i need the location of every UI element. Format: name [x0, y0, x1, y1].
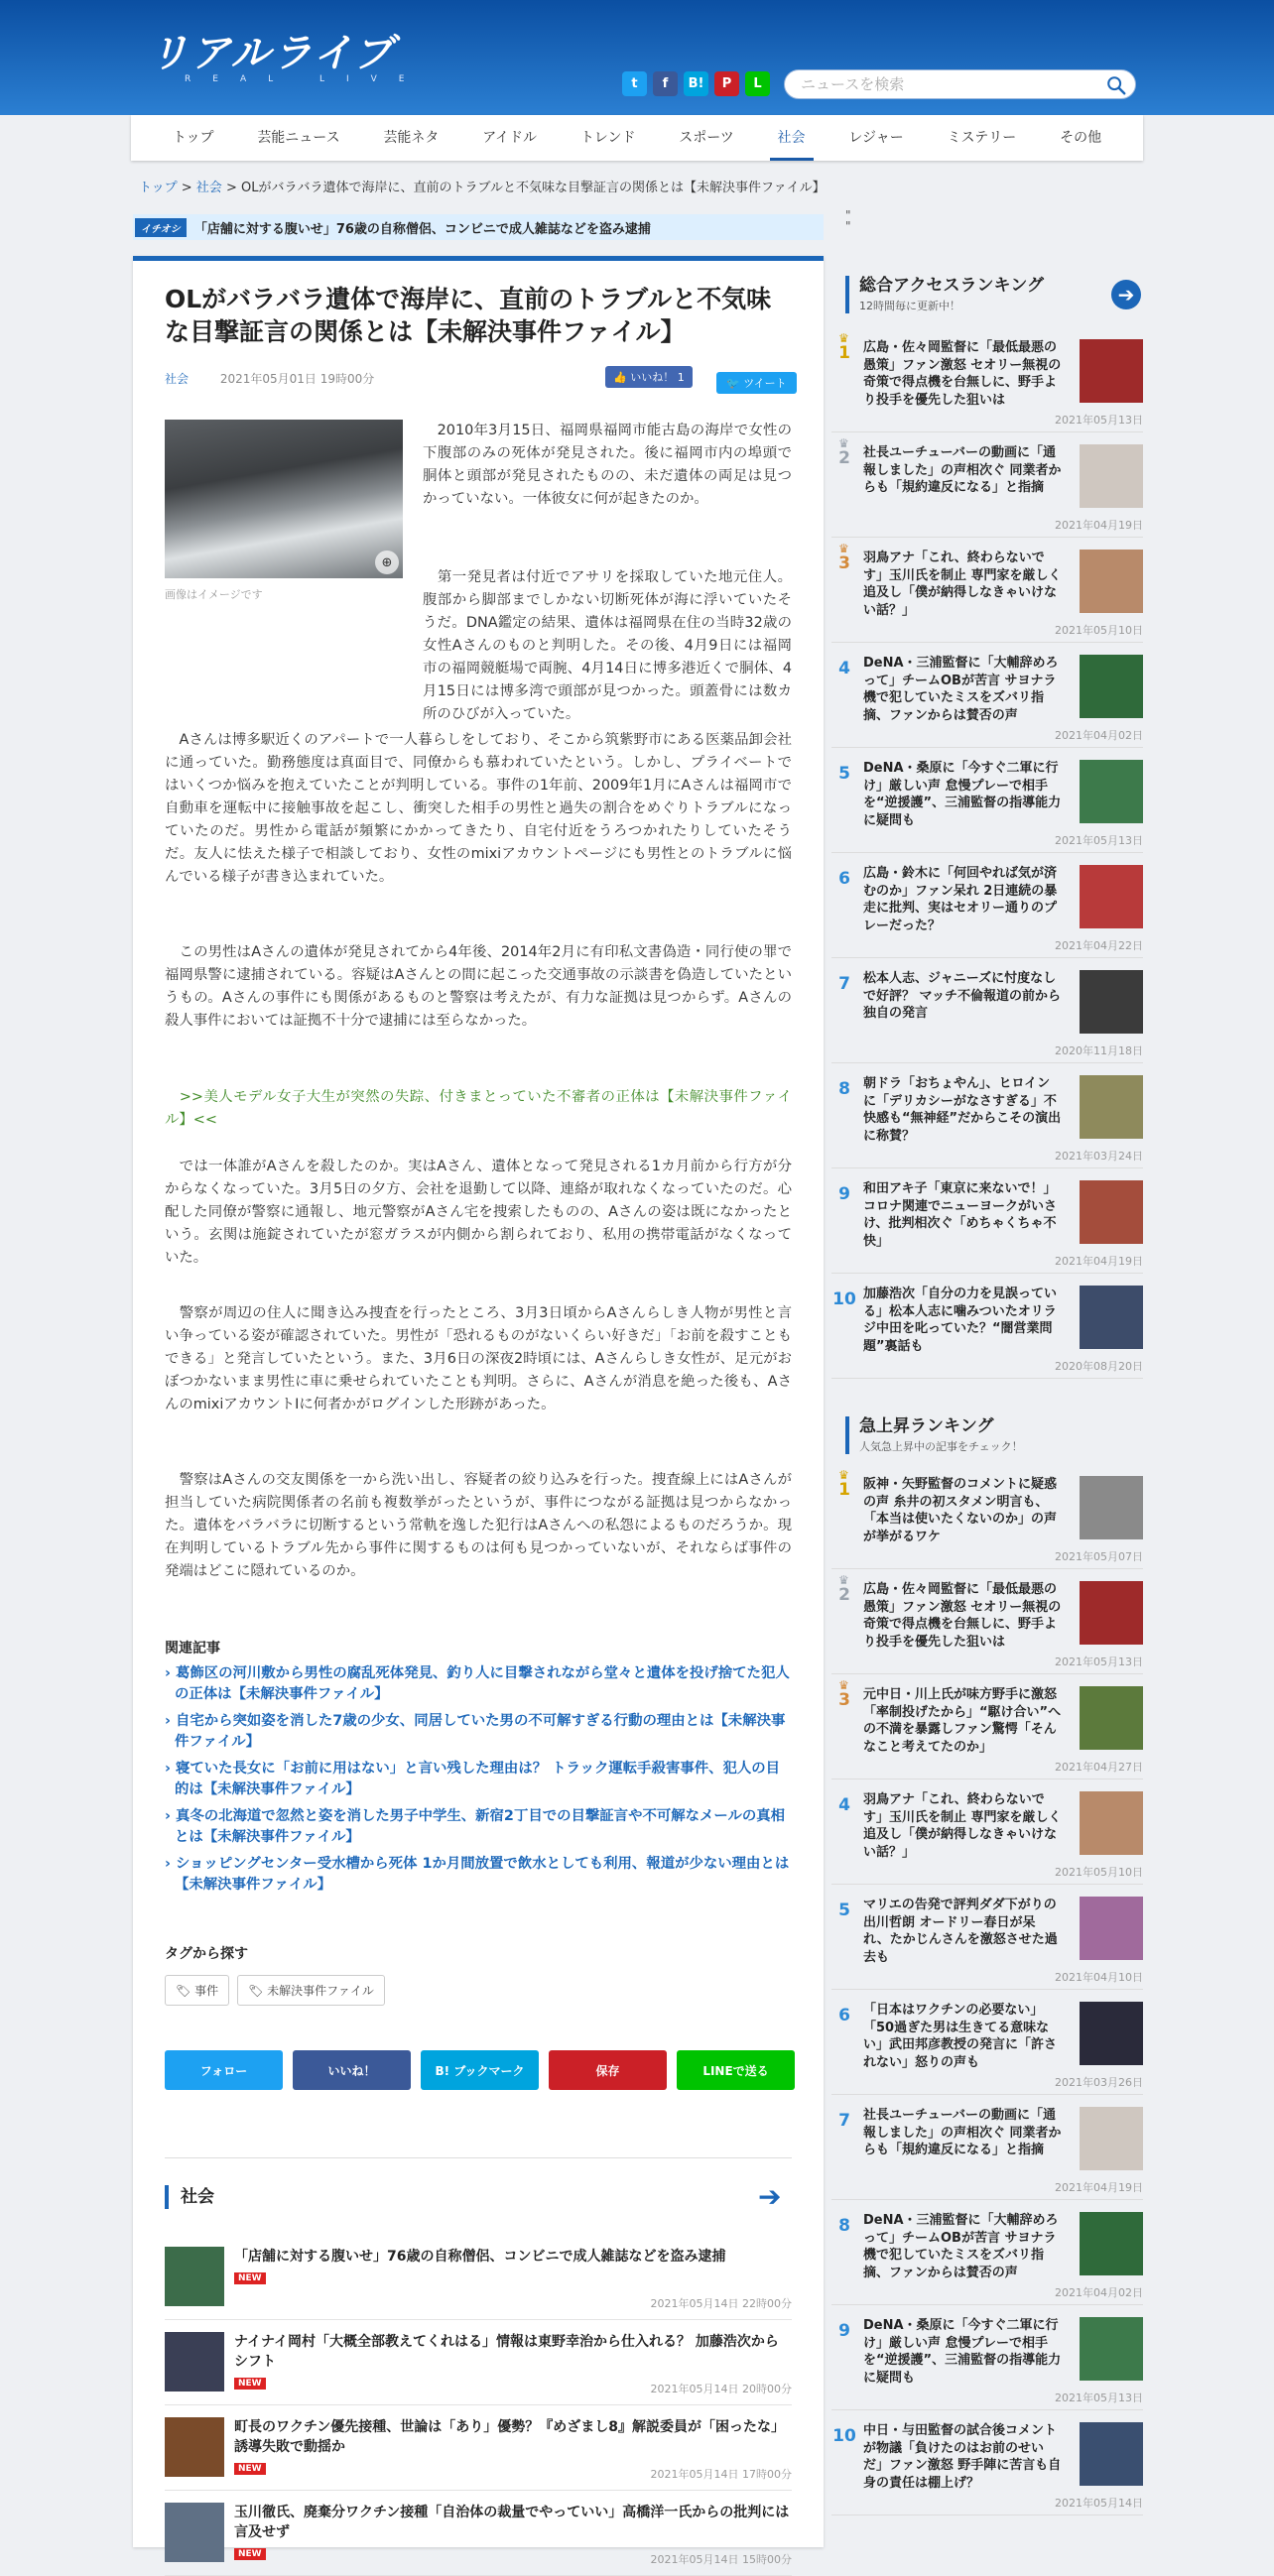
arrow-right-icon[interactable]: ➔: [1111, 280, 1141, 309]
ranking-date: 2020年11月18日: [1055, 1044, 1143, 1057]
related-link[interactable]: › 真冬の北海道で忽然と姿を消した男子中学生、新宿2丁目での目撃証言や不可解なメールの真相とは【未解決事件ファイル】: [165, 1808, 786, 1845]
tag-icon: 🏷: [176, 1984, 195, 1998]
ranking-item[interactable]: [831, 958, 1143, 1063]
thumbnail[interactable]: [1080, 2002, 1143, 2065]
line-icon[interactable]: L: [745, 71, 770, 96]
thumbnail[interactable]: [165, 2332, 224, 2392]
ranking-title[interactable]: DeNA・桑原に「今すぐ二軍に行け」厳しい声 怠慢プレーで相手を“逆援護”、三浦監督の指導能力に疑問も: [863, 761, 1062, 828]
thumbnail[interactable]: [1080, 1075, 1143, 1139]
nav-item[interactable]: トレンド: [579, 130, 636, 146]
thumbnail[interactable]: [1080, 760, 1143, 823]
ranking-date: 2021年04月19日: [1055, 519, 1143, 532]
breadcrumb-separator: >: [221, 181, 241, 195]
ranking-item[interactable]: [831, 1274, 1143, 1379]
ranking-item[interactable]: [831, 2305, 1143, 2410]
list-item[interactable]: [165, 2235, 792, 2320]
thumbnail[interactable]: [1080, 2422, 1143, 2486]
thumbnail[interactable]: [1080, 865, 1143, 928]
ranking-title[interactable]: 中日・与田監督の試合後コメントが物議「負けたのはお前のせいだ」ファン激怒 野手陣に苦言も自身の責任は棚上げ？: [863, 2423, 1062, 2491]
ranking-item[interactable]: [831, 2095, 1143, 2200]
thumbnail[interactable]: [1080, 1897, 1143, 1960]
crown-icon: ♛: [838, 1468, 849, 1482]
tweet-button[interactable]: [716, 372, 797, 394]
rank-number: 2: [838, 1585, 850, 1605]
thumbnail[interactable]: [165, 2247, 224, 2306]
ranking-date: 2021年05月14日: [1055, 2497, 1143, 2510]
ranking-title[interactable]: 広島・佐々岡監督に「最低最悪の愚策」ファン激怒 セオリー無視の奇策で得点機を台無しに、野手より投手を優先した狙いは: [863, 1582, 1062, 1650]
follow-button[interactable]: [293, 2050, 411, 2090]
ranking-title[interactable]: 社長ユーチューバーの動画に「通報しました」の声相次ぐ 同業者からも「規約違反になる」と指摘: [863, 2108, 1062, 2157]
article-paragraph: 2010年3月15日、福岡県福岡市能古島の海岸で女性の下腹部のみの死体が発見された。後に福岡市内の埠頭で胴体と頭部が発見されたものの、未だ遺体の両足は見つかっていない。一体彼女に何が起きたのか。: [423, 423, 792, 507]
article-card: [133, 256, 824, 2566]
follow-label: フォロー: [199, 2063, 248, 2078]
nav-item[interactable]: ミステリー: [947, 130, 1017, 146]
section-heading: 社会: [165, 2185, 214, 2209]
rank-number: 1: [838, 343, 850, 363]
new-badge: NEW: [234, 2378, 266, 2390]
rising-ranking-list: [831, 1464, 1143, 2515]
ranking-date: 2021年04月19日: [1055, 2181, 1143, 2194]
follow-label: 保存: [595, 2063, 620, 2078]
thumbnail[interactable]: [1080, 1476, 1143, 1539]
pickup-ticker[interactable]: [133, 214, 824, 240]
ranking-item[interactable]: [831, 432, 1143, 538]
breadcrumb: [139, 177, 826, 195]
pinterest-icon[interactable]: P: [714, 71, 739, 96]
thumbnail[interactable]: [1080, 2212, 1143, 2275]
thumbs-up-icon: 👍: [613, 371, 627, 384]
divider: [165, 2157, 792, 2158]
rank-number: 4: [838, 659, 850, 678]
thumbnail[interactable]: [1080, 1791, 1143, 1855]
rank-number: 4: [838, 1795, 850, 1815]
search-box: [784, 69, 1136, 99]
search-input[interactable]: [801, 75, 1098, 93]
list-item-date: 2021年05月14日 17時00分: [650, 2468, 792, 2481]
ranking-title[interactable]: 加藤浩次「自分の力を見誤っている」松本人志に噛みついたオリラジ中田を叱っていた？“闇営業問題”裏話も: [863, 1287, 1058, 1354]
ranking-item[interactable]: [831, 1168, 1143, 1274]
ranking-item[interactable]: [831, 1063, 1143, 1168]
ranking-item[interactable]: [831, 853, 1143, 958]
rank-number: 5: [838, 1901, 850, 1920]
thumbnail[interactable]: [165, 2417, 224, 2477]
access-ranking-subtitle: 12時間毎に更新中！: [859, 300, 960, 312]
ranking-title[interactable]: 羽鳥アナ「これ、終わらないです」玉川氏を制止 専門家を厳しく追及し「僕が納得しなきゃいけない話？」: [863, 551, 1062, 618]
ranking-item[interactable]: [831, 327, 1143, 432]
ranking-item[interactable]: [831, 1464, 1143, 1569]
section-article-list: [165, 2235, 792, 2576]
ranking-item[interactable]: [831, 1885, 1143, 1990]
related-link[interactable]: › 自宅から突如姿を消した7歳の少女、同居していた男の不可解すぎる行動の理由とは【未解決事件ファイル】: [165, 1713, 786, 1750]
article-title: OLがバラバラ遺体で海岸に、直前のトラブルと不気味な目撃証言の関係とは【未解決事件ファイル】: [165, 285, 772, 346]
tag-chip[interactable]: [165, 1975, 229, 2006]
breadcrumb-separator: >: [177, 181, 196, 195]
rank-number: 10: [832, 1289, 856, 1309]
article-paragraph: 警察はAさんの交友関係を一から洗い出し、容疑者の絞り込みを行った。捜査線上にはAさんが担当していた病院関係者の名前も複数挙がったというが、事件につながる証拠は見つからなかった。遺体をバラバラに切断するという常軌を逸した犯行はAさんへの私怨によるものだろうか。現在判明しているトラブル先から事件に関するものは何も見つかっていないが、それならば事件の発端はどこに隠れているのか。: [165, 1472, 792, 1579]
list-item-date: 2021年05月14日 20時00分: [650, 2383, 792, 2395]
thumbnail[interactable]: [1080, 2317, 1143, 2381]
ranking-title[interactable]: 元中日・川上氏が味方野手に激怒「率制投げたから」“駆け合い”への不満を暴露しファン驚愕「そんなこと考えてたのか」: [863, 1687, 1062, 1755]
nav-item[interactable]: 芸能ネタ: [383, 130, 440, 146]
access-ranking-heading: [845, 276, 1143, 313]
breadcrumb-home[interactable]: トップ: [139, 181, 178, 195]
tag-icon: 🏷: [248, 1984, 268, 1998]
rank-number: 3: [838, 553, 850, 573]
photo-caption: 画像はイメージです: [165, 588, 263, 601]
ranking-title[interactable]: DeNA・三浦監督に「大輔辞めろって」チームOBが苦言 サヨナラ機で犯していたミスをズバリ指摘、ファンからは賛否の声: [863, 656, 1059, 723]
article-category[interactable]: 社会: [165, 372, 190, 386]
ranking-title[interactable]: 社長ユーチューバーの動画に「通報しました」の声相次ぐ 同業者からも「規約違反になる」と指摘: [863, 445, 1062, 495]
ranking-date: 2021年05月13日: [1055, 1656, 1143, 1668]
rising-ranking-subtitle: 人気急上昇中の記事をチェック！: [859, 1440, 1023, 1453]
tweet-label: ツイート: [743, 377, 787, 390]
nav-item[interactable]: 芸能ニュース: [257, 130, 340, 146]
pickup-text[interactable]: 「店舗に対する腹いせ」76歳の自称僧侶、コンビニで成人雑誌などを盗み逮捕: [193, 221, 651, 237]
ranking-item[interactable]: [831, 1779, 1143, 1885]
ranking-item[interactable]: [831, 1990, 1143, 2095]
thumbnail[interactable]: [1080, 1286, 1143, 1349]
related-list: [165, 1663, 792, 1901]
ranking-date: 2021年04月10日: [1055, 1971, 1143, 1984]
ranking-date: 2021年04月02日: [1055, 729, 1143, 742]
ranking-date: 2021年04月22日: [1055, 939, 1143, 952]
related-heading: 関連記事: [165, 1641, 220, 1656]
pickup-tag: イチオシ: [135, 218, 187, 237]
ranking-title[interactable]: DeNA・桑原に「今すぐ二軍に行け」厳しい声 怠慢プレーで相手を“逆援護”、三浦監督の指導能力に疑問も: [863, 2318, 1062, 2386]
tag-chip[interactable]: [237, 1975, 385, 2006]
ranking-title[interactable]: 「日本はワクチンの必要ない」「50過ぎた男は生きてる意味ない」武田邦彦教授の発言に「許されない」怒りの声も: [863, 2003, 1058, 2070]
article-paragraph: 警察が周辺の住人に聞き込み捜査を行ったところ、3月3日頃からAさんらしき人物が男性と言い争っている姿が確認されていた。男性が「恐れるものがないくらい好きだ」「お前を殺すこともできる」と発言していたという。また、3月6日の深夜2時頃には、Aさんらしき女性が、足元がおぼつかないまま男性に車に乗せられていたことも判明。さらに、Aさんが消息を絶った後も、AさんのmixiアカウントIに何者かがログインした形跡があった。: [165, 1305, 792, 1412]
ranking-item[interactable]: [831, 2200, 1143, 2305]
list-item-title-text[interactable]: 「店舗に対する腹いせ」76歳の自称僧侶、コンビニで成人雑誌などを盗み逮捕: [234, 2249, 726, 2265]
twitter-icon[interactable]: t: [622, 71, 647, 96]
rank-number: 2: [838, 448, 850, 468]
list-item-title-text[interactable]: 玉川徹氏、廃棄分ワクチン接種「自治体の裁量でやっていい」高橋洋一氏からの批判には言及せず: [234, 2505, 790, 2540]
list-item[interactable]: [165, 2405, 792, 2491]
nav-item[interactable]: トップ: [172, 130, 214, 146]
zoom-icon[interactable]: ⊕: [375, 551, 399, 574]
ranking-item[interactable]: [831, 1674, 1143, 1779]
nav-item[interactable]: アイドル: [482, 130, 537, 146]
crown-icon: ♛: [838, 331, 849, 345]
ranking-date: 2021年05月10日: [1055, 624, 1143, 637]
follow-label: LINEで送る: [702, 2063, 769, 2078]
crown-icon: ♛: [838, 1678, 849, 1692]
list-item[interactable]: [165, 2491, 792, 2576]
thumbnail[interactable]: [1080, 1581, 1143, 1645]
article-paragraph: では一体誰がAさんを殺したのか。実はAさん、遺体となって発見される1カ月前から行方が分からなくなっていた。3月5日の夕方、会社を退勤して以降、連絡が取れなくなっていたのだ。心配した同僚が警察に通報し、地元警察がAさん宅を捜索したものの、Aさんの姿は既になかったという。玄関は施錠されていたが窓ガラスが内側から割られており、私用の携帯電話がなくなっていた。: [165, 1159, 792, 1266]
follow-button[interactable]: [549, 2050, 667, 2090]
nav-item[interactable]: その他: [1060, 130, 1102, 146]
follow-label: B! ブックマーク: [435, 2063, 525, 2078]
ranking-item[interactable]: [831, 643, 1143, 748]
rank-number: 3: [838, 1690, 850, 1710]
ranking-date: 2021年05月07日: [1055, 1550, 1143, 1563]
ranking-item[interactable]: [831, 1569, 1143, 1674]
article-photo[interactable]: [165, 420, 403, 578]
rank-number: 1: [838, 1480, 850, 1500]
rank-number: 5: [838, 764, 850, 784]
list-item-title-text[interactable]: ナイナイ岡村「大概全部教えてくれはる」情報は東野幸治から仕入れる？ 加藤浩次からシフト: [234, 2334, 779, 2370]
ranking-title[interactable]: 広島・佐々岡監督に「最低最悪の愚策」ファン激怒 セオリー無視の奇策で得点機を台無しに、野手より投手を優先した狙いは: [863, 340, 1062, 408]
global-nav: [131, 115, 1143, 161]
ranking-title[interactable]: 和田アキ子「東京に来ないで！」コロナ関連でニューヨークがいさけ、批判相次ぐ「めちゃくちゃ不快」: [863, 1181, 1058, 1249]
article-date: 2021年05月01日 19時00分: [219, 372, 375, 386]
thumbnail[interactable]: [165, 2503, 224, 2562]
tag-label: 未解決事件ファイル: [267, 1984, 374, 1998]
access-ranking-title: 総合アクセスランキング: [859, 276, 1044, 296]
facebook-like-button[interactable]: [605, 366, 693, 388]
quote-mark: " ": [845, 208, 851, 233]
tags-heading: タグから探す: [165, 1946, 248, 1962]
twitter-icon: 🐦: [726, 377, 740, 390]
article-paragraph: 第一発見者は付近でアサリを採取していた地元住人。腹部から脚部までしかない切断死体が海に浮いていたそうだ。DNA鑑定の結果、遺体は福岡県在住の当時32歳の女性Aさんのものと判明した。その後、4月9日には福岡市の福岡競艇場で両腕、4月14日に博多港近くで胴体、4月15日には博多湾で頭部が見つかった。頭蓋骨には数カ所のひびが入っていた。: [423, 569, 792, 722]
article-paragraph: この男性はAさんの遺体が発見されてから4年後、2014年2月に有印私文書偽造・同行使の罪で福岡県警に逮捕されている。容疑はAさんとの間に起こった交通事故の示談書を偽造していたというもの。Aさんの事件にも関係があるものと警察は考えたが、有力な証拠は見つからず。Aさんの殺人事件においては証拠不十分で逮捕には至らなかった。: [165, 944, 792, 1029]
list-item-date: 2021年05月14日 22時00分: [650, 2297, 792, 2310]
rank-number: 9: [838, 2321, 850, 2341]
thumbnail[interactable]: [1080, 655, 1143, 718]
ranking-title[interactable]: 松本人志、ジャニーズに忖度なしで好評？ マッチ不倫報道の前から独自の発言: [863, 971, 1062, 1021]
ranking-title[interactable]: 広島・鈴木に「何回やれば気が済むのか」ファン呆れ 2日連続の暴走に批判、実はセオリー通りのプレーだった？: [863, 866, 1058, 933]
new-badge: NEW: [234, 2463, 266, 2475]
nav-item[interactable]: レジャー: [848, 130, 904, 146]
follow-button[interactable]: [677, 2050, 795, 2090]
thumbnail[interactable]: [1080, 444, 1143, 508]
ranking-date: 2021年03月26日: [1055, 2076, 1143, 2089]
list-item-title[interactable]: [234, 2247, 792, 2286]
ranking-date: 2021年04月27日: [1055, 1761, 1143, 1774]
rank-number: 6: [838, 869, 850, 889]
ranking-date: 2021年05月13日: [1055, 2392, 1143, 2404]
nav-item[interactable]: スポーツ: [679, 130, 734, 146]
ranking-title[interactable]: DeNA・三浦監督に「大輔辞めろって」チームOBが苦言 サヨナラ機で犯していたミスをズバリ指摘、ファンからは賛否の声: [863, 2213, 1059, 2280]
crown-icon: ♛: [838, 436, 849, 450]
nav-item[interactable]: 社会: [770, 115, 814, 161]
ranking-title[interactable]: 羽鳥アナ「これ、終わらないです」玉川氏を制止 専門家を厳しく追及し「僕が納得しなきゃいけない話？」: [863, 1792, 1062, 1860]
new-badge: NEW: [234, 2272, 266, 2284]
list-item-date: 2021年05月14日 15時00分: [650, 2553, 792, 2566]
ranking-date: 2021年04月19日: [1055, 1255, 1143, 1268]
follow-button[interactable]: [421, 2050, 539, 2090]
related-link[interactable]: › 寝ていた長女に「お前に用はない」と言い残した理由は？ トラック運転手殺害事件、犯人の目的は【未解決事件ファイル】: [165, 1761, 781, 1797]
facebook-icon[interactable]: f: [653, 71, 678, 96]
thumbnail[interactable]: [1080, 2107, 1143, 2170]
follow-button[interactable]: [165, 2050, 283, 2090]
related-link[interactable]: › ショッピングセンター受水槽から死体 1か月間放置で飲水としても利用、報道が少ない理由とは【未解決事件ファイル】: [165, 1856, 790, 1893]
breadcrumb-current: OLがバラバラ遺体で海岸に、直前のトラブルと不気味な目撃証言の関係とは【未解決事件ファイル】: [240, 181, 826, 195]
thumbnail[interactable]: [1080, 339, 1143, 403]
search-icon[interactable]: [1105, 74, 1127, 96]
arrow-right-icon[interactable]: ➔: [758, 2180, 782, 2213]
ranking-title[interactable]: マリエの告発で評判ダダ下がりの出川哲朗 オードリー春日が呆れ、たかじんさんを激怒させた過去も: [863, 1898, 1058, 1965]
article-paragraph: Aさんは博多駅近くのアパートで一人暮らしをしており、そこから筑紫野市にある医薬品卸会社に通っていた。勤務態度は真面目で、同僚からも慕われていたという。しかし、プライベートではいくつか悩みを抱えていたことが判明している。事件の1年前、2009年1月にAさんは福岡市で自動車を運転中に接触事故を起こし、衝突した相手の男性と過失の割合をめぐりトラブルになっていたのだ。男性から電話が頻繁にかかってきたり、自宅付近をうろつかれたりしていたそうだ。友人に怯えた様子で相談しており、女性のmixiアカウントページにも男性とのトラブルに悩んでいる様子が書き込まれていた。: [165, 732, 792, 885]
rank-number: 7: [838, 2111, 850, 2131]
ranking-date: 2021年05月13日: [1055, 414, 1143, 427]
hatena-icon[interactable]: B!: [684, 71, 708, 96]
list-item-title-text[interactable]: 町長のワクチン優先接種、世論は「あり」優勢？『めざまし8』解説委員が「困ったな」誘導失敗で動揺か: [234, 2419, 786, 2455]
site-logo[interactable]: リアルライブ: [149, 31, 395, 76]
breadcrumb-category[interactable]: 社会: [195, 181, 222, 195]
ranking-date: 2020年08月20日: [1055, 1360, 1143, 1373]
rank-number: 9: [838, 1184, 850, 1204]
inline-article-link[interactable]: >>美人モデル女子大生が突然の失踪、付きまとっていた不審者の正体は【未解決事件ファイル】<<: [165, 1089, 792, 1128]
site-logo-sub: REAL LIVE: [185, 74, 427, 84]
follow-label: いいね！: [327, 2063, 376, 2078]
ranking-title[interactable]: 朝ドラ「おちょやん」、ヒロインに「デリカシーがなさすぎる」不快感も“無神経”だからこその演出に称賛？: [863, 1076, 1062, 1144]
thumbnail[interactable]: [1080, 970, 1143, 1034]
thumbnail[interactable]: [1080, 550, 1143, 613]
crown-icon: ♛: [838, 542, 849, 555]
list-item[interactable]: [165, 2320, 792, 2405]
rank-number: 7: [838, 974, 850, 994]
tag-label: 事件: [194, 1984, 219, 1998]
site-header: [0, 0, 1274, 115]
follow-buttons: [165, 2050, 795, 2090]
rank-number: 8: [838, 1079, 850, 1099]
rank-number: 6: [838, 2006, 850, 2025]
rising-ranking-heading: [845, 1416, 1143, 1454]
related-link[interactable]: › 葛飾区の河川敷から男性の腐乱死体発見、釣り人に目撃されながら堂々と遺体を投げ捨てた犯人の正体は【未解決事件ファイル】: [165, 1665, 790, 1702]
ranking-date: 2021年04月02日: [1055, 2286, 1143, 2299]
article-meta: [165, 370, 374, 387]
rank-number: 10: [832, 2426, 856, 2446]
rank-number: 8: [838, 2216, 850, 2236]
ranking-title[interactable]: 阪神・矢野監督のコメントに疑惑の声 糸井の初スタメン明言も、「本当は使いたくないのか」の声が挙がるワケ: [863, 1477, 1058, 1544]
ranking-item[interactable]: [831, 2410, 1143, 2515]
ranking-date: 2021年05月10日: [1055, 1866, 1143, 1879]
access-ranking-list: [831, 327, 1143, 1379]
like-label: いいね！ 1: [630, 371, 685, 384]
header-share-bar: [622, 71, 770, 96]
crown-icon: ♛: [838, 1573, 849, 1587]
rising-ranking-title: 急上昇ランキング: [859, 1416, 994, 1436]
ranking-date: 2021年05月13日: [1055, 834, 1143, 847]
tag-list: [165, 1975, 385, 2006]
ranking-date: 2021年03月24日: [1055, 1150, 1143, 1163]
ranking-item[interactable]: [831, 748, 1143, 853]
thumbnail[interactable]: [1080, 1180, 1143, 1244]
thumbnail[interactable]: [1080, 1686, 1143, 1750]
ranking-item[interactable]: [831, 538, 1143, 643]
new-badge: NEW: [234, 2548, 266, 2560]
